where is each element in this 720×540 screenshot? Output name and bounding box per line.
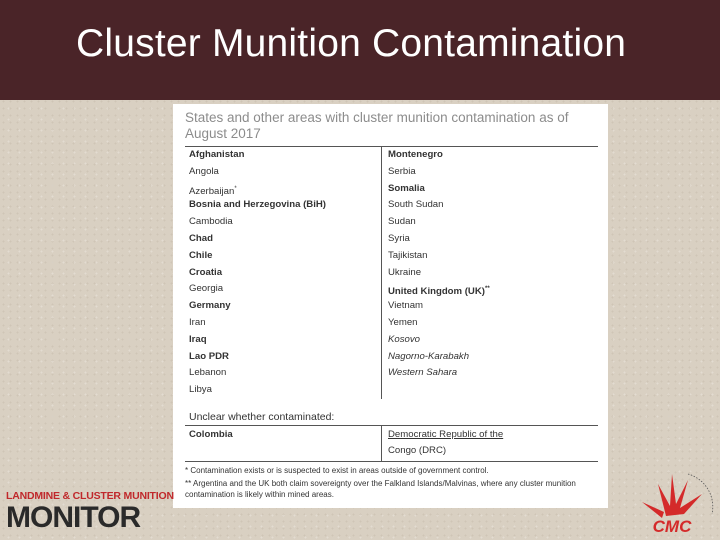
table-heading: States and other areas with cluster munition contamination as of August 2017 [185, 110, 569, 141]
unclear-columns [185, 425, 598, 462]
country-row [189, 248, 381, 265]
country-row [189, 315, 381, 332]
country-row [189, 281, 381, 298]
unclear-left-column [185, 426, 382, 461]
country-name: Bosnia and Herzegovina (BiH) [189, 199, 326, 211]
country-row [388, 349, 588, 366]
country-name: Cambodia [189, 216, 233, 228]
country-name: United Kingdom (UK) [388, 286, 485, 298]
country-row [189, 265, 381, 282]
country-row [189, 147, 381, 164]
contamination-table-panel [173, 104, 608, 508]
country-columns [185, 146, 598, 399]
country-row [189, 365, 381, 382]
country-name: Serbia [388, 165, 416, 177]
country-name: Tajikistan [388, 249, 428, 261]
country-name: Croatia [189, 266, 223, 278]
country-row [388, 214, 588, 231]
country-row [189, 332, 381, 349]
country-name: Yemen [388, 316, 418, 328]
country-row [388, 332, 588, 349]
country-name: Germany [189, 300, 231, 312]
footnote-mark: ** [485, 286, 490, 293]
footnote-2: ** Argentina and the UK both claim sovereignty over the Falkland Islands/Malvinas, where any cluster munition contamination is likely within mined areas. [185, 478, 576, 499]
country-row [388, 365, 588, 382]
country-name: Kosovo [388, 333, 420, 345]
right-column [382, 147, 588, 399]
country-name: Lao PDR [189, 350, 229, 362]
left-column [185, 147, 382, 399]
country-row [388, 197, 588, 214]
country-row [388, 248, 588, 265]
country-row [388, 315, 588, 332]
country-name: Sudan [388, 216, 416, 228]
footnote-1: * Contamination exists or is suspected to exist in areas outside of government control. [185, 465, 489, 475]
country-row [388, 265, 588, 282]
country-name: Syria [388, 232, 410, 244]
country-drc-line2: Congo (DRC) [388, 444, 447, 456]
country-name: Vietnam [388, 300, 424, 312]
country-row [388, 181, 588, 198]
cmc-logo [628, 466, 716, 536]
country-name: Iran [189, 316, 206, 328]
country-name: Ukraine [388, 266, 422, 278]
country-drc-line1: Democratic Republic of the [388, 428, 504, 440]
country-name: Georgia [189, 283, 224, 295]
country-row [189, 164, 381, 181]
title-bar [0, 0, 720, 100]
country-row [388, 164, 588, 181]
country-row [388, 231, 588, 248]
country-name: Afghanistan [189, 149, 245, 160]
country-name: Somalia [388, 182, 425, 194]
cmc-burst-icon [642, 474, 702, 518]
country-name: Angola [189, 165, 219, 177]
country-name: Montenegro [388, 149, 443, 160]
country-row [388, 147, 588, 164]
country-colombia: Colombia [189, 428, 233, 440]
country-row [189, 231, 381, 248]
country-name: Chad [189, 232, 213, 244]
unclear-right-column [382, 426, 588, 461]
country-row [189, 298, 381, 315]
country-name: Chile [189, 249, 213, 261]
country-row [189, 214, 381, 231]
country-row [189, 349, 381, 366]
country-name: Nagorno-Karabakh [388, 350, 470, 362]
footnotes [185, 465, 598, 500]
footnote-mark: * [234, 185, 237, 192]
country-row [189, 197, 381, 214]
country-name: Western Sahara [388, 367, 458, 379]
country-row [189, 382, 381, 399]
country-row [189, 181, 381, 198]
monitor-logo-word: MONITOR [6, 501, 141, 534]
cmc-logo-text: CMC [652, 517, 692, 536]
country-name: Azerbaijan [189, 185, 235, 197]
country-name: Lebanon [189, 367, 227, 379]
unclear-label: Unclear whether contaminated: [189, 410, 335, 423]
country-name: Iraq [189, 333, 207, 345]
country-name: South Sudan [388, 199, 444, 211]
monitor-logo-tagline: LANDMINE & CLUSTER MUNITION [6, 490, 174, 502]
country-name: Libya [189, 384, 212, 396]
monitor-logo [6, 490, 174, 535]
cmc-ring-arc [688, 474, 713, 514]
slide-title: Cluster Munition Contamination [76, 22, 627, 65]
country-row [388, 298, 588, 315]
country-row [388, 281, 588, 298]
